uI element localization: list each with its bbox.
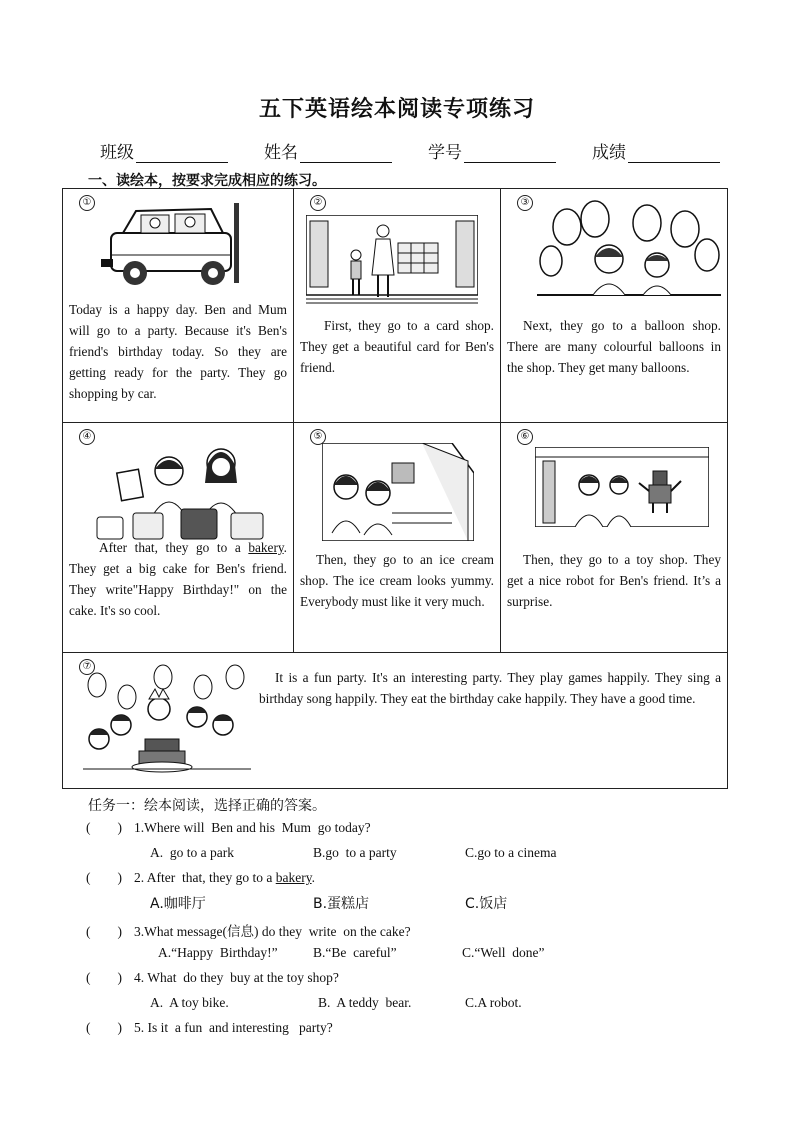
option-c[interactable]: C.饭店 <box>465 896 508 912</box>
option-a[interactable]: A.咖啡厅 <box>150 896 206 912</box>
toy-shop-illustration <box>535 447 709 527</box>
class-field: 班级 <box>100 138 228 163</box>
bakery-illustration <box>93 435 273 543</box>
option-c[interactable]: C.go to a cinema <box>465 845 557 860</box>
option-b[interactable]: B.“Be careful” <box>313 945 397 960</box>
panel-number: ② <box>310 195 326 211</box>
score-field: 成绩 <box>592 138 720 163</box>
picture-book-grid <box>62 188 728 789</box>
option-a[interactable]: A. A toy bike. <box>150 995 229 1010</box>
panel-number: ⑦ <box>79 659 95 675</box>
student-number-field: 学号 <box>428 138 556 163</box>
option-b[interactable]: B.go to a party <box>313 845 397 860</box>
option-a[interactable]: A. go to a park <box>150 845 234 860</box>
question-5: ( ) 5. Is it a fun and interesting party? <box>86 1020 333 1035</box>
name-field: 姓名 <box>264 138 392 163</box>
panel-1 <box>63 189 294 423</box>
panel-4 <box>63 423 294 653</box>
question-1: ( ) 1.Where will Ben and his Mum go today? <box>86 820 371 835</box>
question-2: ( ) 2. After that, they go to a bakery. <box>86 870 315 885</box>
panel-text: It is a fun party. It's an interesting party. They play games happily. They sing a birthday song happily. They eat the birthday cake happily. They have a good time. <box>259 670 721 706</box>
panel-text: Next, they go to a balloon shop. There are many colourful balloons in the shop. They get many balloons. <box>507 318 721 375</box>
panel-number: ① <box>79 195 95 211</box>
panel-number: ⑥ <box>517 429 533 445</box>
bakery-word: bakery <box>248 540 284 555</box>
student-info-row <box>100 138 720 163</box>
panel-5 <box>294 423 501 653</box>
question-4: ( ) 4. What do they buy at the toy shop? <box>86 970 339 985</box>
option-b[interactable]: B. A teddy bear. <box>318 995 412 1010</box>
question-3: ( ) 3.What message(信息) do they write on the cake? <box>86 924 411 939</box>
bakery-word: bakery <box>275 870 312 885</box>
section-heading: 一、读绘本，按要求完成相应的练习。 <box>88 173 326 189</box>
panel-text: Then, they go to an ice cream shop. The ice cream looks yummy. Everybody must like it very much. <box>300 552 494 609</box>
panel-number: ⑤ <box>310 429 326 445</box>
panel-7 <box>63 653 727 788</box>
panel-6 <box>501 423 727 653</box>
page-title: 五下英语绘本阅读专项练习 <box>258 97 535 122</box>
card-shop-illustration <box>306 215 478 307</box>
panel-number: ④ <box>79 429 95 445</box>
name-blank[interactable] <box>300 146 392 163</box>
panel-text: After that, they go to a bakery. They get a big cake for Ben's friend. They write"Happy Birthday!" on the cake. It's so cool. <box>69 540 287 618</box>
balloon-shop-illustration <box>537 199 721 307</box>
class-blank[interactable] <box>136 146 228 163</box>
panel-number: ③ <box>517 195 533 211</box>
option-c[interactable]: C.A robot. <box>465 995 522 1010</box>
score-blank[interactable] <box>628 146 720 163</box>
panel-text: Then, they go to a toy shop. They get a nice robot for Ben's friend. It’s a surprise. <box>507 552 721 609</box>
car-illustration <box>101 203 251 301</box>
panel-text: Today is a happy day. Ben and Mum will go to a party. Because it's Ben's friend's birthday today. So they are getting ready for the party. They go shopping by car. <box>69 302 287 401</box>
ice-cream-shop-illustration <box>322 443 474 541</box>
answer-blank[interactable]: ( ) <box>86 870 122 885</box>
answer-blank[interactable]: ( ) <box>86 820 122 835</box>
option-a[interactable]: A.“Happy Birthday!” <box>158 945 278 960</box>
student-number-blank[interactable] <box>464 146 556 163</box>
answer-blank[interactable]: ( ) <box>86 1020 122 1035</box>
option-b[interactable]: B.蛋糕店 <box>313 896 370 912</box>
panel-2 <box>294 189 501 423</box>
task-heading: 任务一：绘本阅读，选择正确的答案。 <box>88 798 326 814</box>
answer-blank[interactable]: ( ) <box>86 970 122 985</box>
panel-text: First, they go to a card shop. They get a beautiful card for Ben's friend. <box>300 318 494 375</box>
answer-blank[interactable]: ( ) <box>86 924 122 939</box>
party-illustration <box>83 663 251 785</box>
option-c[interactable]: C.“Well done” <box>462 945 545 960</box>
panel-3 <box>501 189 727 423</box>
